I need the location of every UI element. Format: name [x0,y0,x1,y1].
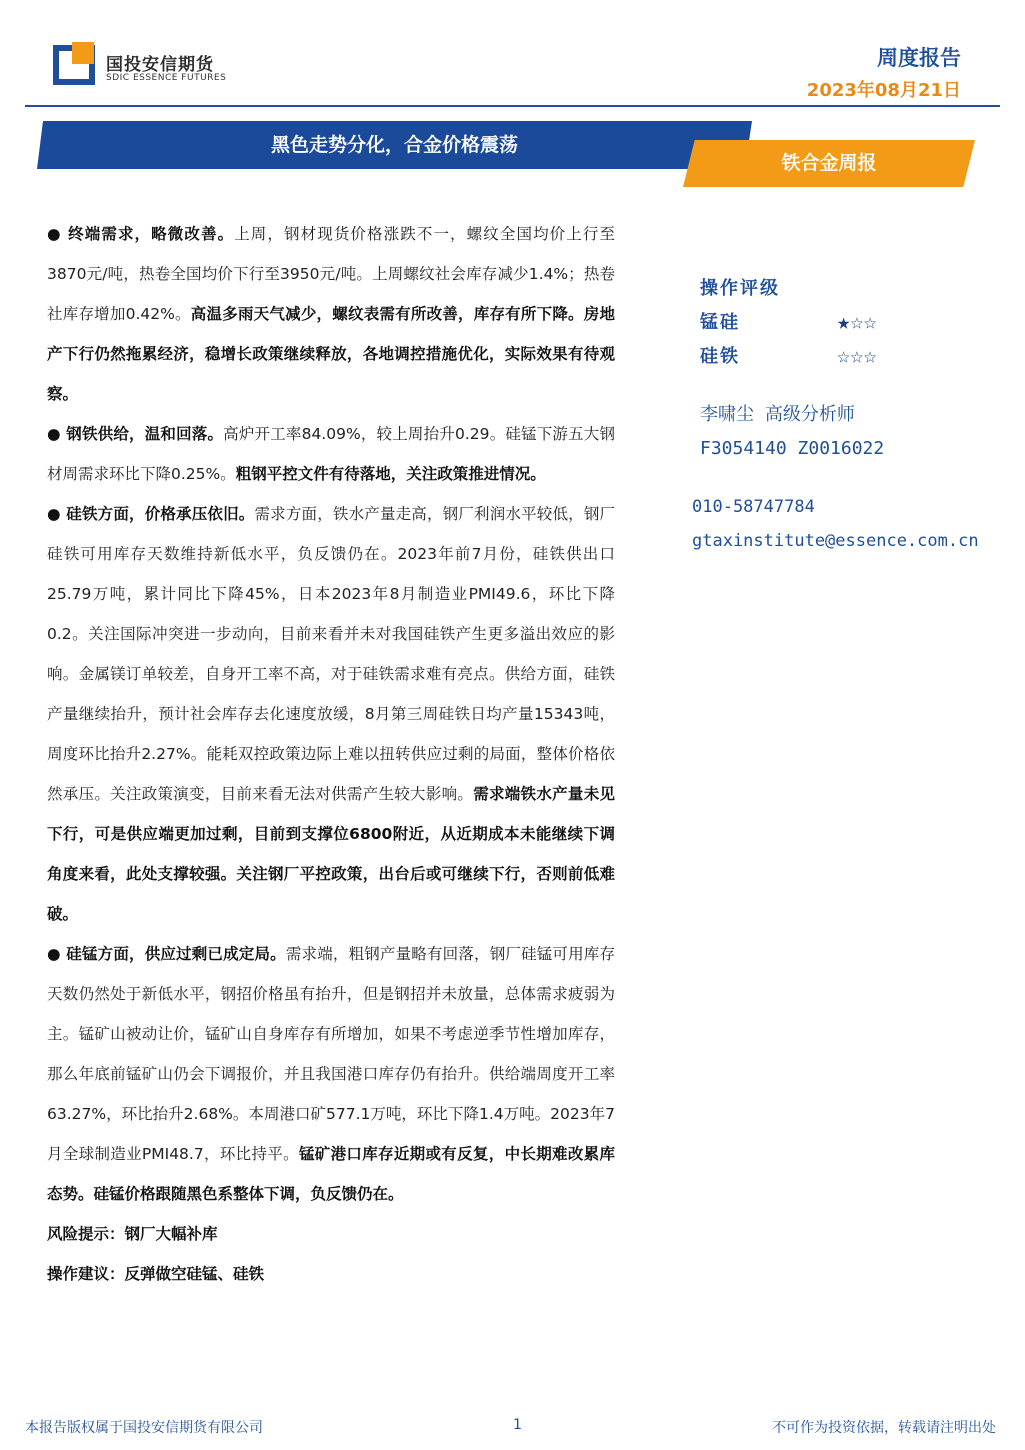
paragraph-supply [47,414,615,494]
paragraph-text: 需求方面，铁水产量走高，钢厂利润水平较低，钢厂硅铁可用库存天数维持新低水平，负反馈仍在。2023年前7月份，硅铁供出口25.79万吨，累计同比下降45%，日本2023年8月制造业PMI49.6，环比下降0.2。关注国际冲突进一步动向，目前来看并未对我国硅铁产生更多溢出效应的影响。金属镁订单较差，自身开工率不高，对于硅铁需求难有亮点。供给方面，硅铁产量继续抬升，预计社会库存去化速度放缓，8月第三周硅铁日均产量15343吨，周度环比抬升2.27%。能耗双控政策边际上难以扭转供应过剩的局面，整体价格依然承压。关注政策演变，目前来看无法对供需产生较大影响。 [47,505,615,803]
paragraph-emphasis: 锰矿港口库存近期或有反复，中长期难改累库态势。硅锰价格跟随黑色系整体下调，负反馈仍在。 [47,1145,615,1203]
report-type: 周度报告 [877,46,961,70]
paragraph-silicomanganese [47,934,615,1214]
report-subtitle: 铁合金周报 [781,152,877,174]
report-title: 黑色走势分化，合金价格震荡 [270,134,518,156]
footer-disclaimer: 不可作为投资依据，转载请注明出处 [772,1420,996,1436]
paragraph-text: 高炉开工率84.09%，较上周抬升0.29。硅锰下游五大钢材周需求环比下降0.25%。 [47,425,615,483]
paragraph-lead: ● 钢铁供给，温和回落。 [47,425,224,443]
operation-advice [47,1254,615,1294]
paragraph-emphasis: 高温多雨天气减少，螺纹表需有所改善，库存有所下降。房地产下行仍然拖累经济，稳增长政策继续释放，各地调控措施优化，实际效果有待观察。 [47,305,615,403]
paragraph-lead: ● 终端需求，略微改善。 [47,225,235,243]
rating-label: 硅铁 [700,346,740,367]
paragraph-lead: ● 硅锰方面，供应过剩已成定局。 [47,945,286,963]
analyst-name: 李啸尘 高级分析师 [700,404,855,425]
rating-title: 操作评级 [700,278,780,299]
analyst-license: F3054140 Z0016022 [700,438,885,459]
star-rating-icon: ☆☆☆ [837,344,877,369]
risk-note [47,1214,615,1254]
logo-mark-icon [52,42,98,88]
company-logo [52,42,252,90]
page-number: 1 [513,1417,522,1433]
star-rating-icon: ★☆☆ [837,310,877,335]
rating-row-silicomanganese [700,306,1020,340]
paragraph-text: 上周，钢材现货价格涨跌不一，螺纹全国均价上行至3870元/吨，热卷全国均价下行至3950元/吨。上周螺纹社会库存减少1.4%；热卷社库存增加0.42%。 [47,225,615,323]
analyst-info [700,398,884,466]
rating-label: 锰硅 [700,312,740,333]
paragraph-ferrosilicon [47,494,615,934]
footer-copyright: 本报告版权属于国投安信期货有限公司 [25,1420,263,1436]
contact-phone: 010-58747784 [692,497,815,517]
header-divider [25,105,1000,107]
paragraph-emphasis: 粗钢平控文件有待落地，关注政策推进情况。 [235,465,546,483]
rating-row-ferrosilicon [700,340,1020,374]
report-body [47,214,615,1294]
risk-text: 风险提示：钢厂大幅补库 [47,1225,218,1243]
paragraph-lead: ● 硅铁方面，价格承压依旧。 [47,505,255,523]
contact-info [692,490,979,558]
rating-panel [700,272,1020,374]
logo-name-en: SDIC ESSENCE FUTURES [106,73,227,83]
paragraph-demand [47,214,615,414]
report-date: 2023年08月21日 [806,80,961,101]
advice-text: 操作建议：反弹做空硅锰、硅铁 [47,1265,265,1283]
paragraph-text: 需求端，粗钢产量略有回落，钢厂硅锰可用库存天数仍然处于新低水平，钢招价格虽有抬升，但是钢招并未放量，总体需求疲弱为主。锰矿山被动让价，锰矿山自身库存有所增加，如果不考虑逆季节性增加库存，那么年底前锰矿山仍会下调报价，并且我国港口库存仍有抬升。供给端周度开工率63.27%，环比抬升2.68%。本周港口矿577.1万吨，环比下降1.4万吨。2023年7月全球制造业PMI48.7，环比持平。 [47,945,615,1163]
paragraph-emphasis: 需求端铁水产量未见下行，可是供应端更加过剩，目前到支撑位6800附近，从近期成本未能继续下调角度来看，此处支撑较强。关注钢厂平控政策，出台后或可继续下行，否则前低难破。 [47,785,615,923]
logo-name-cn: 国投安信期货 [106,55,214,75]
contact-email[interactable]: gtaxinstitute@essence.com.cn [692,531,979,551]
